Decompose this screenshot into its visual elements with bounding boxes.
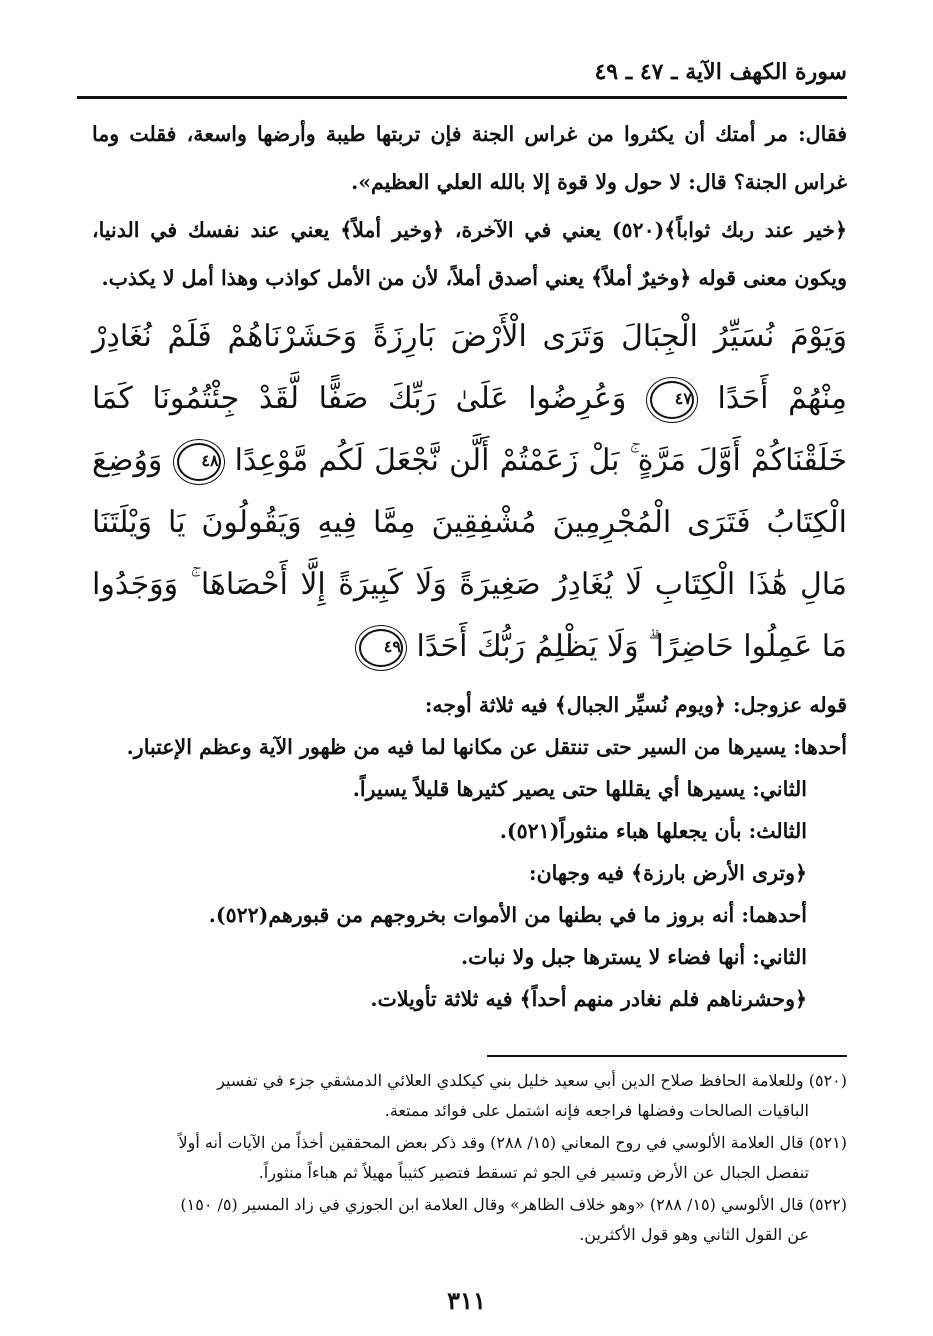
quran-verses (92, 306, 847, 678)
footnote-522-line2: عن القول الثاني وهو قول الأكثرين. (579, 1225, 809, 1244)
running-header: سورة الكهف الآية ـ ٤٧ ـ ٤٩ (594, 59, 847, 85)
verse-two-second: الثاني: أنها فضاء لا يسترها جبل ولا نبات. (460, 945, 807, 969)
third-aspect: الثالث: بأن يجعلها هباء منثوراً(٥٢١). (499, 819, 807, 843)
main-text (92, 110, 847, 1020)
verse-49-text: وَوُضِعَ الْكِتَابُ فَتَرَى الْمُجْرِمِينَ مُشْفِقِينَ مِمَّا فِيهِ وَيَقُولُونَ يَا وَيْلَتَنَا مَالِ هَٰذَا الْكِتَابِ لَا يُغَادِرُ صَغِيرَةً وَلَا كَبِيرَةً إِلَّا أَحْصَاهَا ۚ وَوَجَدُوا مَا عَمِلُوا حَاضِرًا ۗ وَلَا يَظْلِمُ رَبُّكَ أَحَدًا (92, 443, 847, 664)
ayah-number-49: ٤٩ (359, 629, 403, 667)
footnote-521-line2: تنفصل الجبال عن الأرض وتسير في الجو ثم تسقط فتصير كثيباً مهيلاً ثم هباءاً منثوراً. (258, 1163, 809, 1182)
hadith-paragraph: فقال: مر أمتك أن يكثروا من غراس الجنة فإن تربتها طيبة وأرضها واسعة، فقلت وما غراس الجنة؟ قال: لا حول ولا قوة إلا بالله العلي العظيم». (92, 122, 847, 194)
ayah-number-47: ٤٧ (650, 381, 694, 419)
second-aspect: الثاني: يسيرها أي يقللها حتى يصير كثيرها قليلاً يسيراً. (352, 777, 807, 801)
verse-two-first: أحدهما: أنه بروز ما في بطنها من الأموات بخروجهم من قبورهم(٥٢٢). (208, 903, 807, 927)
commentary-intro: قوله عزوجل: ﴿ويوم نُسيِّر الجبال﴾ فيه ثلاثة أوجه: (424, 693, 847, 717)
footnote-520-line1: (٥٢٠) وللعلامة الحافظ صلاح الدين أبي سعيد خليل بني كيكلدي العلائي الدمشقي جزء في تفسير (217, 1071, 847, 1090)
footnote-522 (87, 1190, 847, 1250)
first-aspect: أحدها: يسيرها من السير حتى تنتقل عن مكانها لما فيه من ظهور الآية وعظم الإعتبار. (126, 735, 847, 759)
verse-three-heading: ﴿وحشرناهم فلم نغادر منهم أحداً﴾ فيه ثلاثة تأويلات. (370, 987, 807, 1011)
page-number: ٣١١ (447, 1286, 486, 1315)
footnote-520-line2: الباقيات الصالحات وفضلها فراجعه فإنه اشتمل على فوائد ممتعة. (384, 1101, 809, 1120)
footnote-521-line1: (٥٢١) قال العلامة الألوسي في روح المعاني (١٥/ ٢٨٨) وقد ذكر بعض المحققين أخذاً من الآيات أنه أولاً (178, 1133, 847, 1152)
explanation-paragraph: ﴿خير عند ربك ثواباً﴾(٥٢٠) يعني في الآخرة، ﴿وخير أملاً﴾ يعني عند نفسك في الدنيا، ويكون معنى قوله ﴿وخيرٌ أملاً﴾ يعني أصدق أملاً، لأن من الأمل كواذب وهذا أمل لا يكذب. (92, 218, 847, 290)
header-divider (77, 96, 847, 99)
verse-two-heading: ﴿وترى الأرض بارزة﴾ فيه وجهان: (529, 861, 807, 885)
ayah-number-48: ٤٨ (177, 443, 221, 481)
verse-47-text: وَيَوْمَ نُسَيِّرُ الْجِبَالَ وَتَرَى الْأَرْضَ بَارِزَةً وَحَشَرْنَاهُمْ فَلَمْ نُغَادِرْ مِنْهُمْ أَحَدًا (92, 319, 847, 416)
footnote-522-line1: (٥٢٢) قال الألوسي (١٥/ ٢٨٨) «وهو خلاف الظاهر» وقال العلامة ابن الجوزي في زاد المسير (٥/ ١٥٠) (180, 1195, 847, 1214)
footnote-520 (87, 1066, 847, 1126)
footnote-divider (487, 1055, 847, 1057)
footnotes (87, 1066, 847, 1252)
footnote-521 (87, 1128, 847, 1188)
verse-48-text: وَعُرِضُوا عَلَىٰ رَبِّكَ صَفًّا لَّقَدْ جِئْتُمُونَا كَمَا خَلَقْنَاكُمْ أَوَّلَ مَرَّةٍ ۚ بَلْ زَعَمْتُمْ أَلَّن نَّجْعَلَ لَكُم مَّوْعِدًا (92, 381, 847, 478)
